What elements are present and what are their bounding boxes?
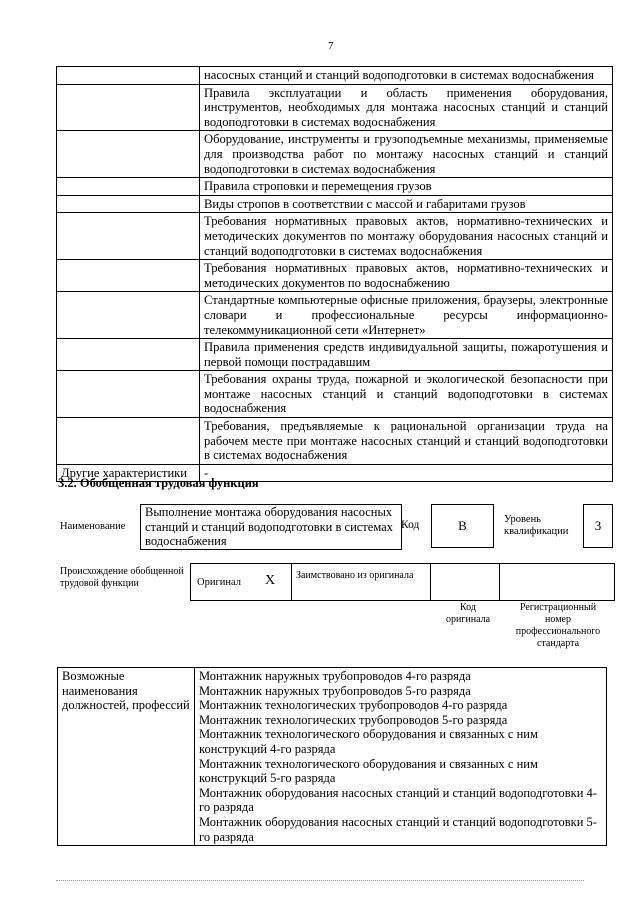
knowledge-row-label (57, 292, 200, 339)
knowledge-row-text: насосных станций и станций водоподготовки в системах водоснабжения (200, 67, 613, 85)
knowledge-row-text: Правила строповки и перемещения грузов (200, 178, 613, 196)
origin-cell-code (431, 564, 500, 600)
reg-caption: Регистрационный номер профессионального стандарта (515, 602, 601, 649)
page-number: 7 (328, 40, 334, 52)
name-label: Наименование (60, 521, 126, 532)
knowledge-row (57, 213, 613, 260)
code-value-box: B (431, 504, 494, 548)
position-item: Монтажник наружных трубопроводов 5-го разряда (199, 683, 471, 698)
knowledge-row-text: Правила применения средств индивидуальной защиты, пожаротушения и первой помощи пострадавшим (200, 339, 613, 371)
knowledge-row (57, 371, 613, 418)
knowledge-row (57, 260, 613, 292)
knowledge-row-label (57, 84, 200, 131)
origin-table (190, 563, 615, 601)
knowledge-row-label (57, 371, 200, 418)
other-characteristics-label: Другие характеристики (57, 464, 200, 482)
knowledge-row (57, 292, 613, 339)
bottom-rule (56, 880, 584, 881)
function-name-box: Выполнение монтажа оборудования насосных станций и станций водоподготовки в системах водоснабжения (140, 504, 402, 550)
knowledge-row (57, 131, 613, 178)
knowledge-row-text: Правила эксплуатации и область применения оборудования, инструментов, необходимых для монтажа насосных станций и станций водоподготовки в системах водоснабжения (200, 84, 613, 131)
knowledge-row (57, 418, 613, 465)
knowledge-row-text: Требования охраны труда, пожарной и экологической безопасности при монтаже насосных станций и станций водоподготовки в системах водоснабжения (200, 371, 613, 418)
origin-cell-original (191, 564, 292, 600)
original-label: Оригинал (197, 577, 241, 588)
knowledge-row-label (57, 418, 200, 465)
other-characteristics-value: - (200, 464, 613, 482)
knowledge-row (57, 67, 613, 85)
level-label: Уровень квалификации (504, 514, 569, 537)
knowledge-row-label (57, 195, 200, 213)
position-item: Монтажник технологических трубопроводов 4-го разряда (199, 698, 508, 713)
origin-cell-borrowed (292, 564, 431, 600)
position-item: Монтажник технологического оборудования и связанных с ним конструкций 4-го разряда (199, 727, 538, 756)
code-label: Код (401, 519, 420, 531)
knowledge-row (57, 195, 613, 213)
origin-label: Происхождение обобщенной трудовой функции (60, 566, 184, 589)
knowledge-row-text: Виды стропов в соответствии с массой и габаритами грузов (200, 195, 613, 213)
knowledge-row-label (57, 213, 200, 260)
knowledge-row-text: Требования нормативных правовых актов, нормативно-технических и методических документов по водоснабжению (200, 260, 613, 292)
positions-list (195, 668, 607, 846)
knowledge-row-label (57, 260, 200, 292)
knowledge-row-text: Требования, предъявляемые к рациональной организации труда на рабочем месте при монтаже насосных станций и станций водоподготовки в системах водоснабжения (200, 418, 613, 465)
positions-label: Возможные наименования должностей, профессий (58, 668, 195, 846)
knowledge-row-label (57, 67, 200, 85)
original-mark: X (265, 573, 276, 588)
borrowed-label: Заимствовано из оригинала (296, 570, 414, 581)
knowledge-row (57, 178, 613, 196)
knowledge-row-text: Стандартные компьютерные офисные приложения, браузеры, электронные словари и профессиональные ресурсы информационно-телекоммуникационной сети «Интернет» (200, 292, 613, 339)
knowledge-row (57, 339, 613, 371)
knowledge-row-text: Требования нормативных правовых актов, нормативно-технических и методических документов по монтажу оборудования насосных станций и станций водоподготовки в системах водоснабжения (200, 213, 613, 260)
code-caption: Код оригинала (445, 602, 491, 625)
position-item: Монтажник оборудования насосных станций и станций водоподготовки 5-го разряда (199, 814, 597, 844)
knowledge-table (56, 66, 613, 482)
position-item: Монтажник оборудования насосных станций и станций водоподготовки 4-го разряда (199, 785, 597, 815)
knowledge-row (57, 84, 613, 131)
level-value-box: 3 (583, 504, 613, 548)
knowledge-row-label (57, 339, 200, 371)
knowledge-row-label (57, 178, 200, 196)
knowledge-row-text: Оборудование, инструменты и грузоподъемные механизмы, применяемые для производства работ по монтажу насосных станций и станций водоподготовки в системах водоснабжения (200, 131, 613, 178)
section-title: 3.2. Обобщенная трудовая функция (58, 476, 259, 490)
knowledge-row-label (57, 131, 200, 178)
position-item: Монтажник наружных трубопроводов 4-го разряда (199, 669, 471, 683)
positions-table (57, 667, 607, 846)
position-item: Монтажник технологических трубопроводов 5-го разряда (199, 712, 508, 727)
position-item: Монтажник технологического оборудования и связанных с ним конструкций 5-го разряда (199, 756, 538, 786)
